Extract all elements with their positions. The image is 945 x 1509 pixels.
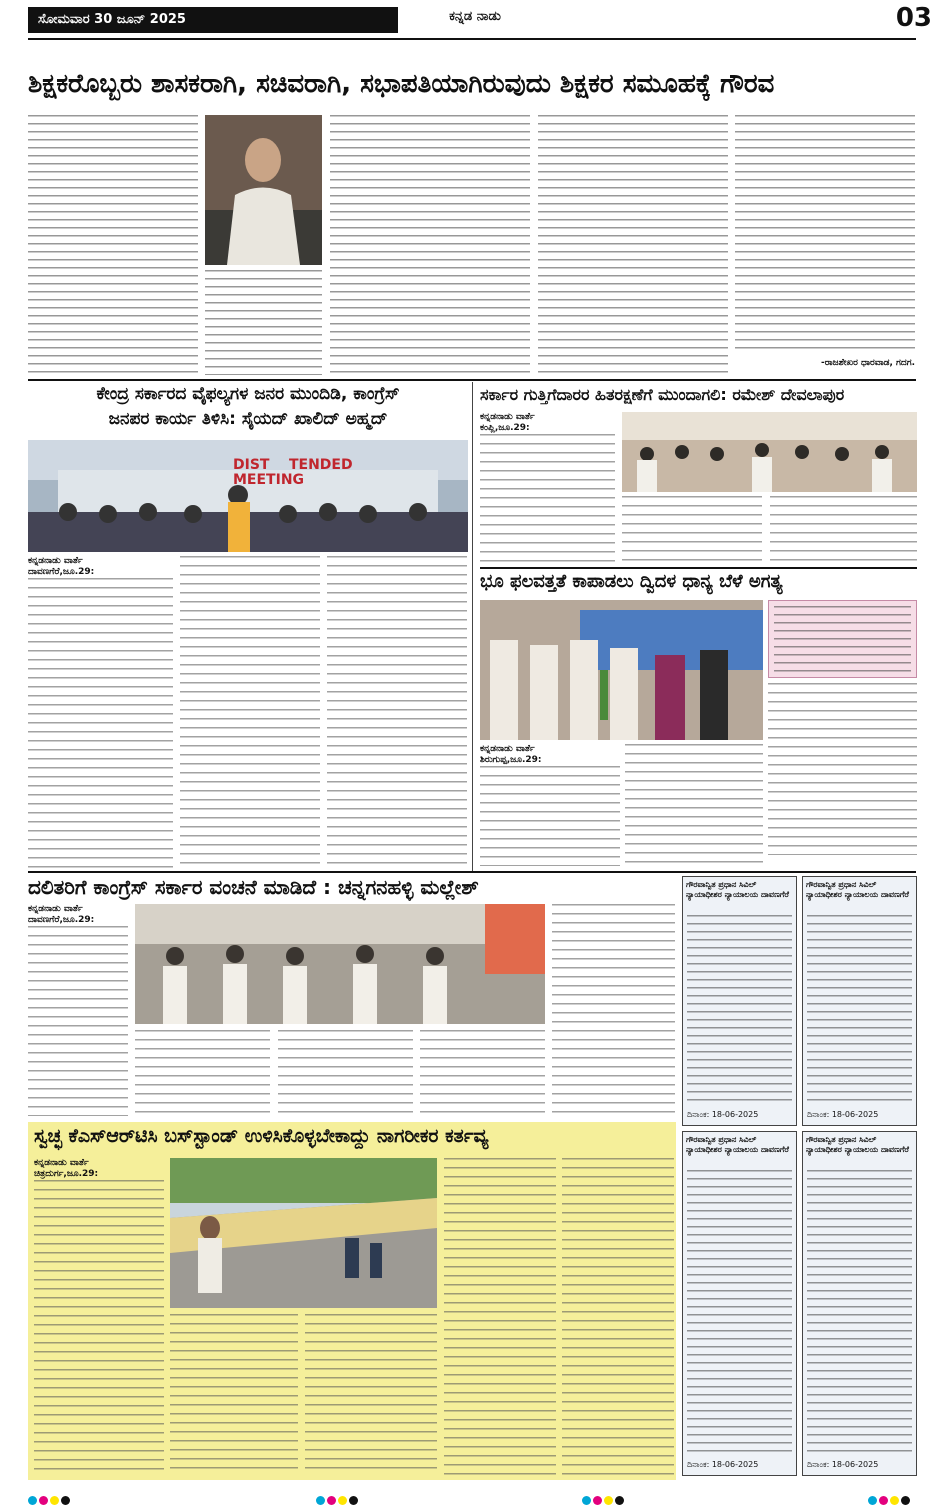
- notice-header: ಗೌರವಾನ್ವಿತ ಪ್ರಧಾನ ಸಿವಿಲ್ ನ್ಯಾಯಾಧೀಶರ ನ್ಯಾಯಾಲಯ ದಾವಣಗೆರೆ: [806, 1135, 909, 1154]
- story2-dateline: ದಾವಣಗೆರೆ,ಜೂ.29:: [28, 567, 95, 577]
- story1-photo: [205, 115, 322, 265]
- story6-dateline: ಚಿತ್ರದುರ್ಗ,ಜೂ.29:: [34, 1169, 99, 1179]
- story6-headline: ಸ್ವಚ್ಛ ಕೆಎಸ್‌ಆರ್‌ಟಿಸಿ ಬಸ್‌ಸ್ಟಾಂಡ್ ಉಳಿಸಿಕೊಳ್ಳಬೇಕಾದ್ದು ನಾಗರೀಕರ ಕರ್ತವ್ಯ: [34, 1125, 489, 1147]
- story1-col2: [205, 270, 322, 375]
- story3-col2: [622, 496, 762, 564]
- story5-dateline: ದಾವಣಗೆರೆ,ಜೂ.29:: [28, 915, 95, 925]
- story4-highlight-box: [768, 600, 917, 678]
- story2-headline-line1: ಕೇಂದ್ರ ಸರ್ಕಾರದ ವೈಫಲ್ಯಗಳ ಜನರ ಮುಂದಿಡಿ, ಕಾಂಗ್ರೆಸ್: [96, 384, 400, 404]
- story3-dateline: ಕಂಪ್ಲಿ,ಜೂ.29:: [480, 423, 530, 433]
- story5-col2: [135, 1030, 270, 1116]
- legal-notice-4: [802, 1131, 917, 1476]
- story1-col4: [538, 115, 728, 375]
- story6-photo: [170, 1158, 437, 1308]
- story4-highlight-text: [774, 606, 911, 672]
- masthead-rule: [28, 38, 916, 40]
- legal-notice-1: [682, 876, 797, 1126]
- story5-headline: ದಲಿತರಿಗೆ ಕಾಂಗ್ರೆಸ್ ಸರ್ಕಾರ ವಂಚನೆ ಮಾಡಿದೆ : ಚನ್ನಗನಹಳ್ಳಿ ಮಲ್ಲೇಶ್: [28, 875, 479, 899]
- story6-col1: [34, 1180, 164, 1475]
- legal-notice-2: [802, 876, 917, 1126]
- story4-byline: ಕನ್ನಡನಾಡು ವಾರ್ತೆ: [480, 744, 535, 754]
- story1-col3: [330, 115, 530, 375]
- story2-headline: [28, 385, 468, 429]
- story4-headline: ಭೂ ಫಲವತ್ತತೆ ಕಾಪಾಡಲು ದ್ವಿದಳ ಧಾನ್ಯ ಬೆಳೆ ಅಗತ್ಯ: [480, 571, 783, 592]
- story1-col5: [735, 115, 915, 355]
- notice-date: ದಿನಾಂಕ: 18-06-2025: [687, 1460, 759, 1469]
- legal-notice-3: [682, 1131, 797, 1476]
- registration-marks-left: [28, 1490, 72, 1509]
- story2-col2: [180, 556, 320, 868]
- registration-marks-center-right: [582, 1490, 626, 1509]
- notice-body: [807, 915, 912, 1103]
- story2-col1: [28, 578, 173, 868]
- section-rule: [28, 871, 916, 873]
- paper-name: ಕನ್ನಡ ನಾಡು: [449, 9, 501, 24]
- story5-col4: [420, 1030, 545, 1116]
- story5-col5: [552, 904, 675, 1116]
- story3-photo: [622, 412, 917, 492]
- story6-col2: [170, 1314, 298, 1476]
- story6-byline: ಕನ್ನಡನಾಡು ವಾರ್ತೆ: [34, 1158, 89, 1168]
- story1-col1: [28, 115, 198, 375]
- story6-col5: [562, 1158, 674, 1476]
- story6-col4: [444, 1158, 556, 1476]
- story5-photo: [135, 904, 545, 1024]
- story1-credit: -ರಾಜಶೇಖರ ಧಾರವಾಡ, ಗದಗ.: [820, 358, 915, 368]
- story3-byline: ಕನ್ನಡನಾಡು ವಾರ್ತೆ: [480, 412, 535, 422]
- story2-photo-banner-text: DIST TENDED MEETING: [233, 457, 353, 489]
- story3-col3: [770, 496, 917, 564]
- story2-byline: ಕನ್ನಡನಾಡು ವಾರ್ತೆ: [28, 556, 83, 566]
- registration-marks-right: [868, 1490, 912, 1509]
- story2-headline-line2: ಜನಪರ ಕಾರ್ಯ ತಿಳಿಸಿ: ಸೈಯದ್ ಖಾಲಿದ್ ಅಹ್ಮದ್: [108, 408, 388, 429]
- notice-header: ಗೌರವಾನ್ವಿತ ಪ್ರಧಾನ ಸಿವಿಲ್ ನ್ಯಾಯಾಧೀಶರ ನ್ಯಾಯಾಲಯ ದಾವಣಗೆರೆ: [686, 1135, 789, 1154]
- notice-body: [807, 1170, 912, 1453]
- story4-col3: [768, 683, 917, 855]
- date-bar: [28, 7, 398, 33]
- notice-date: ದಿನಾಂಕ: 18-06-2025: [687, 1110, 759, 1119]
- story3-headline: ಸರ್ಕಾರ ಗುತ್ತಿಗೆದಾರರ ಹಿತರಕ್ಷಣೆಗೆ ಮುಂದಾಗಲಿ: ರಮೇಶ್ ದೇವಲಾಪುರ: [480, 385, 845, 404]
- page-number: 03: [895, 3, 932, 33]
- story4-dateline: ಶಿರುಗುಪ್ಪ,ಜೂ.29:: [480, 755, 542, 765]
- story5-col3: [278, 1030, 413, 1116]
- story4-col1: [480, 766, 620, 866]
- story6-col3: [305, 1314, 437, 1476]
- section-rule: [480, 567, 917, 569]
- story4-col2: [625, 744, 763, 866]
- column-divider: [472, 382, 473, 872]
- story1-headline: ಶಿಕ್ಷಕರೊಬ್ಬರು ಶಾಸಕರಾಗಿ, ಸಚಿವರಾಗಿ, ಸಭಾಪತಿಯಾಗಿರುವುದು ಶಿಕ್ಷಕರ ಸಮೂಹಕ್ಕೆ ಗೌರವ: [28, 69, 775, 99]
- notice-date: ದಿನಾಂಕ: 18-06-2025: [807, 1460, 879, 1469]
- story2-photo: [28, 440, 468, 552]
- notice-body: [687, 915, 792, 1103]
- notice-date: ದಿನಾಂಕ: 18-06-2025: [807, 1110, 879, 1119]
- story4-photo: [480, 600, 763, 740]
- notice-header: ಗೌರವಾನ್ವಿತ ಪ್ರಧಾನ ಸಿವಿಲ್ ನ್ಯಾಯಾಧೀಶರ ನ್ಯಾಯಾಲಯ ದಾವಣಗೆರೆ: [806, 880, 909, 899]
- notice-header: ಗೌರವಾನ್ವಿತ ಪ್ರಧಾನ ಸಿವಿಲ್ ನ್ಯಾಯಾಧೀಶರ ನ್ಯಾಯಾಲಯ ದಾವಣಗೆರೆ: [686, 880, 789, 899]
- story5-col1: [28, 926, 128, 1116]
- registration-marks-center: [316, 1490, 360, 1509]
- notice-body: [687, 1170, 792, 1453]
- section-rule: [28, 379, 916, 381]
- story5-byline: ಕನ್ನಡನಾಡು ವಾರ್ತೆ: [28, 904, 83, 914]
- story3-col1: [480, 434, 615, 564]
- story2-col3: [327, 556, 467, 868]
- issue-date: ಸೋಮವಾರ 30 ಜೂನ್ 2025: [38, 12, 186, 27]
